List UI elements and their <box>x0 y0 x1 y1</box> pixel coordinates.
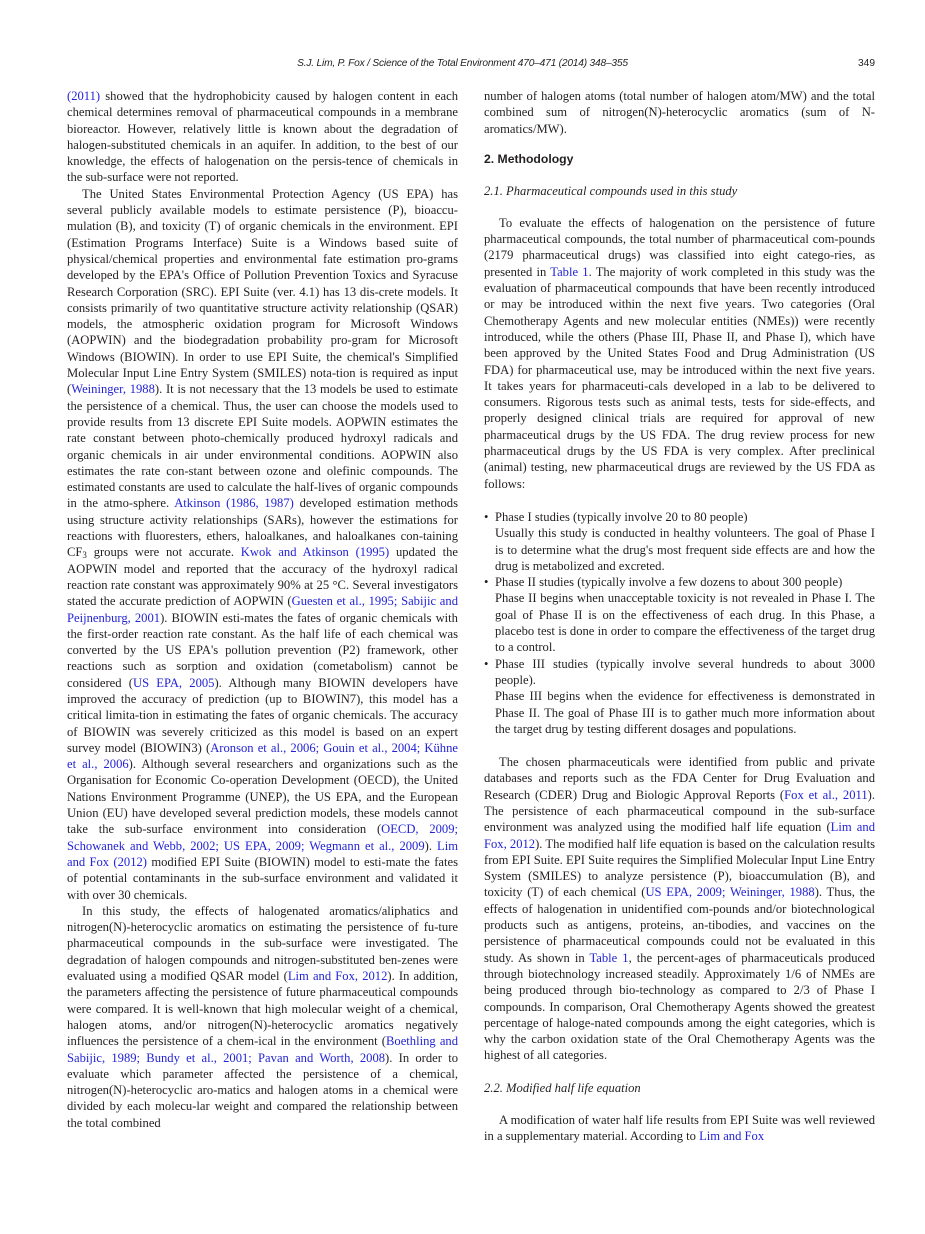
running-head <box>0 58 925 72</box>
citation-link[interactable]: Kwok and Atkinson (1995) <box>240 545 390 560</box>
table-link[interactable]: Table 1 <box>550 264 589 279</box>
right-column <box>484 88 875 1144</box>
phase-description: Usually this study is conducted in healthy volunteers. The goal of Phase I is to determine what the drug's most frequent side effects are and how the drug is metabolized and excreted. <box>495 526 875 573</box>
citation-link[interactable]: Atkinson (1986, 1987) <box>174 496 294 511</box>
citation-link[interactable]: Lim and Fox <box>699 1129 765 1144</box>
phase-title: Phase III studies (typically involve several hundreds to about 3000 people). <box>495 656 875 687</box>
subsection-heading-half-life: 2.2. Modified half life equation <box>484 1080 641 1095</box>
citation-link[interactable]: Aronson et al., 2006; Gouin et al., 2004; Kühne et al., 2006 <box>67 740 458 772</box>
phase-description: Phase III begins when the evidence for effectiveness is demonstrated in Phase II. The goal of Phase III is to gather much more information about the target drug by testing different dosages and populations. <box>495 689 875 736</box>
list-item-phase-2 <box>484 574 875 655</box>
paragraph-epa-models: The United States Environmental Protection Agency (US EPA) has several publicly available models to estimate persistence (P), bioaccu-mulation (B), and toxicity (T) of organic chemicals in the environment. EPI (Estimation Programs Interface) Suite is a Windows based suite of physical/chemical properties and environmental fate estimation pro-grams developed by the EPA's Office of Pollution Prevention Toxics and Syracuse Research Corporation (SRC). EPI Suite (ver. 4.1) has 13 dis-crete models. It consists primarily of two quantitative structure activity relationship (QSAR) models, the atmospheric oxidation program for Microsoft Windows (AOPWIN) and the biodegradation probability pro-gram for Microsoft Windows (BIOWIN). In order to use EPI Suite, the chemical's Simplified Molecular Input Line Entry System (SMILES) nota-tion is required as input (Weininger, 1988). It is not necessary that the 13 models be used to estimate the persistence of a chemical. Thus, the user can choose the models used to provide results from 13 discrete EPI Suite models. AOPWIN estimates the rate constant between photo-chemically produced hydroxyl radicals and organic chemicals in air under environmental conditions. AOPWIN also estimates the rate con-stant between ozone and olefinic compounds. The estimated constants are used to calculate the half-lives of organic compounds in the atmo-sphere. Atkinson (1986, 1987) developed estimation methods using structure activity relationships (SARs), however the estimations for reactions with fluoresters, ethers, haloalkanes, and haloalkanes con-taining $CF_3$ groups were not accurate. Kwok and Atkinson (1995) updated the AOPWIN model and reported that the accuracy of the hydroxyl radical reaction rate constant was approximately 90% at 25 °C. Several investigators stated the accurate prediction of AOPWIN (Guesten et al., 1995; Sabijic and Peijnenburg, 2001). BIOWIN esti-mates the fates of organic chemicals with the first-order reaction rate constant. As the half life of each chemical was converted by the US EPA's pollution prevention (P2) framework, other reactions such as sorption and oxidation (cometabolism) cannot be considered (US EPA, 2005). Although many BIOWIN developers have improved the accuracy of prediction (up to BIOWIN7), this model has a critical limita-tion in estimating the fates of organic chemicals. The accuracy of BIOWIN was severely criticized as this model is based on an expert survey model (BIOWIN3) (Aronson et al., 2006; Gouin et al., 2004; Kühne et al., 2006). Although several researchers and organizations such as the Organisation for Economic Co-operation Development (OECD), the United Nations Environment Programme (UNEP), the US EPA, and the European Union (EU) have developed several prediction models, these models cannot take the sub-surface environment into consideration (OECD, 2009; Schowanek and Webb, 2002; US EPA, 2009; Wegmann et al., 2009). Lim and Fox (2012) modified EPI Suite (BIOWIN) model to esti-mate the fates of potential contaminants in the sub-surface environment and validated it with over 30 chemicals. <box>67 186 459 902</box>
citation-link[interactable]: Fox et al., 2011 <box>784 787 868 802</box>
phase-title: Phase I studies (typically involve 20 to 80 people) <box>495 509 748 524</box>
page-number: 349 <box>858 58 875 69</box>
subsection-heading-compounds: 2.1. Pharmaceutical compounds used in this study <box>484 183 738 198</box>
phase-list <box>484 509 875 737</box>
citation-link[interactable]: (2011) <box>67 89 101 103</box>
phase-title: Phase II studies (typically involve a few dozens to about 300 people) <box>495 575 843 590</box>
citation-link[interactable]: OECD, 2009; Schowanek and Webb, 2002; US EPA, 2009; Wegmann et al., 2009 <box>67 822 458 853</box>
running-title: S.J. Lim, P. Fox / Science of the Total Environment 470–471 (2014) 348–355 <box>297 58 628 69</box>
paragraph-chosen-pharmaceuticals: The chosen pharmaceuticals were identified from public and private databases and reports such as the FDA Center for Drug Evaluation and Research (CDER) Drug and Biologic Approval Reports (Fox et al., 2011). The persistence of each pharmaceutical compound in the sub-surface environment was analyzed using the modified half life equation (Lim and Fox, 2012). The modified half life equation is based on the calculation results from EPI Suite. EPI Suite requires the Simplified Molecular Input Line Entry System (SMILES) to analyze persistence (P), bioaccumulation (B), and toxicity (T) of each chemical (US EPA, 2009; Weininger, 1988). Thus, the effects of halogenation in unidentified com-pounds and/or biotechnological products such as antigens, proteins, an-tibodies, and vaccines on the persistence of pharmaceutical compounds could not be evaluated in this study. As shown in Table 1, the percent-ages of pharmaceuticals produced through biotechnology increased steadily. Approximately 1/6 of NMEs are being produced through bio-technology as compared to 2/3 of Phase I compounds. In comparison, Oral Chemotherapy Agents showed the greatest percentage of haloge-nated compounds among the eight categories, which is why the carbon oxidation state of the Oral Chemotherapy Agents was the highest of all categories. <box>484 755 876 1063</box>
table-link[interactable]: Table 1 <box>589 950 629 965</box>
section-heading-methodology: 2. Methodology <box>484 151 574 166</box>
list-item-phase-1 <box>484 509 875 574</box>
left-column <box>67 88 458 1131</box>
citation-link[interactable]: Lim and Fox (2012) <box>67 838 458 869</box>
citation-link[interactable]: Guesten et al., 1995; Sabijic and Peijnenburg, 2001 <box>67 594 458 625</box>
list-item-phase-3 <box>484 656 875 737</box>
paragraph-intro-end: number of halogen atoms (total number of halogen atom/MW) and the total combined sum of nitrogen(N)-heterocyclic aromatics (sum of N-aromatics/MW). <box>484 89 875 136</box>
citation-link[interactable]: Boethling and Sabijic, 1989; Bundy et al., 2001; Pavan and Worth, 2008 <box>67 1034 459 1065</box>
citation-link[interactable]: Weininger, 1988 <box>71 382 155 397</box>
bullet-icon: • <box>484 575 489 590</box>
citation-link[interactable]: US EPA, 2005 <box>132 675 215 690</box>
citation-link[interactable]: Lim and Fox, 2012 <box>484 820 875 851</box>
phase-description: Phase II begins when unacceptable toxicity is not revealed in Phase I. The goal of Phase II is on the effectiveness of each drug. In this Phase, a placebo test is done in order to compare the effectiveness of the target drug to a control. <box>495 591 875 655</box>
paragraph-this-study: In this study, the effects of halogenated aromatics/aliphatics and nitrogen(N)-heterocyclic aromatics on estimating the persistence of fu-ture pharmaceutical compounds in the sub-surface were investigated. The degradation of halogen compounds and nitrogen-substituted ben-zenes were evaluated using a modified QSAR model (Lim and Fox, 2012). In addition, the parameters affecting the persistence of future pharmaceutical compounds were compared. It is well-known that high molecular weight of a chemical, halogen atoms, and/or nitrogen(N)-heterocyclic aromatics negatively influences the persistence of a chem-ical in the environment (Boethling and Sabijic, 1989; Bundy et al., 2001; Pavan and Worth, 2008). In order to evaluate which parameter affected the persistence of a chemical, nitrogen(N)-heterocyclic aro-matics and halogen atoms in a chemical were divided by each molecu-lar weight and compared the relationship between the total combined <box>67 903 459 1130</box>
bullet-icon: • <box>484 509 489 524</box>
paragraph-compounds: To evaluate the effects of halogenation on the persistence of future pharmaceutical compounds, the total number of pharmaceutical com-pounds (2179 pharmaceutical drugs) was classified into eight catego-ries, as presented in Table 1. The majority of work completed in this study was the evaluation of pharmaceutical compounds that have been recently introduced or may be introduced within the next five years. Two categories (Oral Chemotherapy Agents and new molecular entities (NMEs)) were recently introduced, while the others (Phase III, Phase II, and Phase I), which have been approved by the United States Food and Drug Administration (US FDA) for pharmaceutical use, may be introduced within the next five years. It takes years for pharmaceuti-cals developed in a lab to be delivered to consumers. Rigorous tests such as animal tests, tests for side-effects, and properly designed clinical trials are required for approval of new pharmaceutical drugs by the US FDA. The drug review process for new pharmaceutical drugs by the US FDA is very complex. After preclinical (animal) testing, new pharmaceutical drugs are reviewed by the US FDA as follows: <box>484 215 876 491</box>
citation-link[interactable]: US EPA, 2009; Weininger, 1988 <box>645 885 815 900</box>
bullet-icon: • <box>484 656 489 671</box>
paragraph-half-life: A modification of water half life results from EPI Suite was well reviewed in a supplementary material. According to Lim and Fox <box>484 1112 875 1144</box>
citation-link[interactable]: Lim and Fox, 2012 <box>287 969 388 984</box>
paragraph-intro-cont: (2011) showed that the hydrophobicity caused by halogen content in each chemical determines removal of pharmaceutical compounds in a membrane bioreactor. However, relatively little is known about the degradation of halogen-substituted chemicals in an aquifer. In addition, to the best of our knowledge, the effects of halogenation on the persis-tence of chemicals in the sub-surface were not reported. <box>67 89 458 185</box>
